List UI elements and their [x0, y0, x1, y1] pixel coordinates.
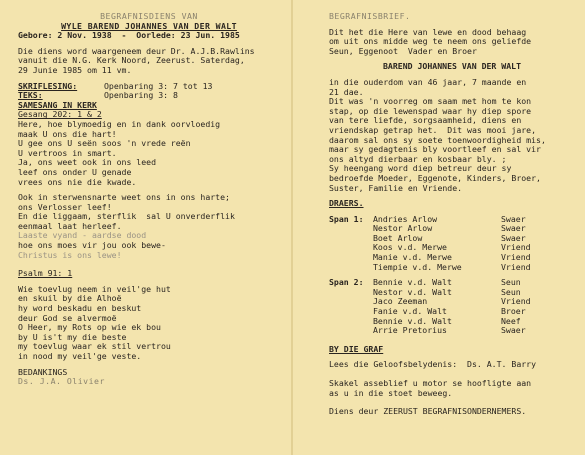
obituary-line: maar sy gedagtenis bly voortleef en sal vir [329, 144, 541, 155]
gesang-line: Ja, ons weet ook in ons leed [18, 157, 157, 168]
gesang-line: En die liggaam, sterflik sal U onverderflik [18, 211, 235, 222]
graf-line: Lees die Geloofsbelydenis: Ds. A.T. Barry [329, 359, 537, 370]
span2-group [329, 278, 575, 336]
pallbearer-row [329, 288, 575, 298]
pallbearer-role: Vriend [501, 261, 531, 272]
psalm-line: by U is't my die beste [18, 331, 127, 342]
obituary-line: Suster, Familie en Vriende. [329, 182, 463, 193]
page-fold [291, 0, 293, 455]
obituary-line: 21 dae. [329, 86, 364, 97]
pallbearer-name: Bennie v.d. Walt [373, 277, 452, 288]
gesang-line: U gee ons U seën soos 'n vrede reën [18, 138, 191, 149]
gesang-line: Here, hoe blymoedig en in dank oorvloedig [18, 118, 221, 129]
pallbearer-role: Neef [501, 315, 521, 326]
psalm-line: in nood my veil'ge veste. [18, 351, 142, 361]
dates-line: Gebore: 2 Nov. 1938 - Oorlede: 23 Jun. 1985 [18, 30, 240, 41]
pallbearer-name: Boet Arlow [373, 232, 423, 243]
span2-label: Span 2: [329, 277, 364, 288]
gesang-line: ons Verlosser leef! [18, 201, 112, 212]
obituary-line: vriendskap getrap het. Dit was mooi jare, [329, 124, 537, 135]
obituary-line: bedroefde Moeder, Eggenote, Kinders, Broer, [329, 172, 541, 183]
pallbearer-name: Andries Arlow [373, 213, 438, 224]
right-page [329, 12, 575, 417]
pallbearer-role: Swaer [501, 232, 526, 243]
graf-heading: BY DIE GRAF [329, 343, 384, 354]
pallbearer-name: Koos v.d. Merwe [373, 242, 447, 253]
pallbearer-role: Seun [501, 286, 521, 297]
right-header: BEGRAFNISBRIEF. [329, 11, 411, 21]
pallbearer-role: Swaer [501, 223, 526, 234]
obituary-line: Dit was 'n voorreg om saam met hom te kon [329, 96, 532, 107]
verse-line: Seun, Eggenoot Vader en Broer [329, 45, 477, 56]
pallbearer-row [329, 224, 575, 234]
obituary-line: in die ouderdom van 46 jaar, 7 maande en [329, 76, 527, 87]
teks-ref: Openbaring 3: 8 [104, 90, 178, 101]
pallbearer-row [329, 278, 575, 288]
pallbearer-role: Swaer [501, 325, 526, 336]
pallbearer-role: Vriend [501, 252, 531, 263]
obituary-text [329, 78, 575, 193]
pallbearer-name: Bennie v.d. Walt [373, 315, 452, 326]
pallbearer-role: Seun [501, 277, 521, 288]
skriflesing-label: SKRIFLESING: [18, 80, 78, 91]
pallbearer-row [329, 243, 575, 253]
psalm-line: Wie toevlug neem in veil'ge hut [18, 283, 171, 294]
obituary-line: daarom sal ons sy soete toenwoordigheid mis, [329, 134, 546, 145]
intro-line-3: 29 Junie 1985 om 11 vm. [18, 64, 132, 75]
gesang-line: eenmaal laat herleef. [18, 220, 122, 231]
pallbearer-role: Swaer [501, 213, 526, 224]
left-header: BEGRAFNISDIENS VAN [100, 11, 198, 21]
pallbearer-row [329, 263, 575, 273]
gesang-line: Ook in sterwensnarte weet ons in ons harte; [18, 192, 230, 203]
obituary-line: van tere liefde, sorgsaamheid, diens en [329, 115, 522, 126]
pallbearer-row [329, 234, 575, 244]
pallbearer-name: Arrie Pretorius [373, 325, 447, 336]
samesang-heading: SAMESANG IN KERK [18, 99, 97, 110]
deceased-name-heading: BAREND JOHANNES VAN DER WALT [382, 61, 522, 72]
pallbearer-name: Manie v.d. Merwe [373, 252, 452, 263]
pallbearer-name: Jaco Zeeman [373, 296, 428, 307]
skriflesing-ref: Openbaring 3: 7 tot 13 [104, 80, 213, 91]
pallbearer-row [329, 317, 575, 327]
verse-line: om uit ons midde weg te neem ons geliefde [329, 36, 532, 47]
psalm-line: my toevlug waar ek stil vertrou [18, 341, 171, 352]
pallbearer-role: Vriend [501, 296, 531, 307]
intro-line-2: vanuit die N.G. Kerk Noord, Zeerust. Saterdag, [18, 55, 245, 66]
gesang-line: hoe ons moes vir jou ook bewe- [18, 240, 166, 251]
draers-heading: DRAERS. [329, 198, 364, 209]
psalm-label: Psalm 91: 1 [18, 268, 73, 279]
notice-line: as u in die stoet beweeg. [329, 387, 453, 398]
gesang-line: vrees ons nie die kwade. [18, 176, 137, 187]
deceased-title: WYLE BAREND JOHANNES VAN DER WALT [61, 20, 237, 31]
bedankings-label: BEDANKINGS [18, 366, 68, 377]
undertaker-footer: Diens deur ZEERUST BEGRAFNISONDERNEMERS. [329, 406, 527, 417]
intro-line-1: Die diens word waargeneem deur Dr. A.J.B.Rawlins [18, 45, 255, 56]
gesang-line: U vertroos in smart. [18, 147, 117, 158]
span1-label: Span 1: [329, 213, 364, 224]
gesang-line: leef ons onder U genade [18, 166, 132, 177]
pallbearer-row [329, 307, 575, 317]
gesang-line: Laaste vyand - aardse dood [18, 230, 147, 241]
psalm-text [18, 285, 280, 362]
psalm-line: O Heer, my Rots op wie ek bou [18, 322, 161, 333]
obituary-line: Sy heengang word diep betreur deur sy [329, 163, 512, 174]
gesang-label: Gesang 202: 1 & 2 [18, 109, 102, 120]
teks-label: TEKS: [18, 90, 43, 101]
pallbearer-role: Broer [501, 306, 526, 317]
bedankings-name: Ds. J.A. Olivier [18, 376, 105, 387]
left-page [18, 12, 280, 387]
obituary-line: stap, op die lewenspad waar hy diep spore [329, 105, 532, 116]
pallbearer-role: Vriend [501, 242, 531, 253]
notice-line: Skakel asseblief u motor se hoofligte aan [329, 378, 532, 388]
pallbearer-name: Nestor v.d. Walt [373, 286, 452, 297]
span1-group [329, 215, 575, 273]
gesang-line: Christus is ons lewe! [18, 249, 122, 260]
pallbearer-row [329, 297, 575, 307]
pallbearer-name: Fanie v.d. Walt [373, 306, 447, 317]
pallbearer-row [329, 326, 575, 336]
pallbearer-name: Nestor Arlow [373, 223, 433, 234]
verse-line: Dit het die Here van lewe en dood behaag [329, 26, 527, 37]
pallbearer-row [329, 215, 575, 225]
gesang-line: maak U ons die hart! [18, 128, 117, 139]
gesang-text [18, 120, 280, 260]
psalm-line: deur God se alvermoë [18, 312, 117, 323]
psalm-line: en skuil by die Alhoë [18, 293, 122, 304]
pallbearer-name: Tiempie v.d. Merwe [373, 261, 462, 272]
obituary-line: ons altyd dierbaar en kosbaar bly. ; [329, 153, 507, 164]
psalm-line: hy word beskadu en beskut [18, 303, 142, 314]
